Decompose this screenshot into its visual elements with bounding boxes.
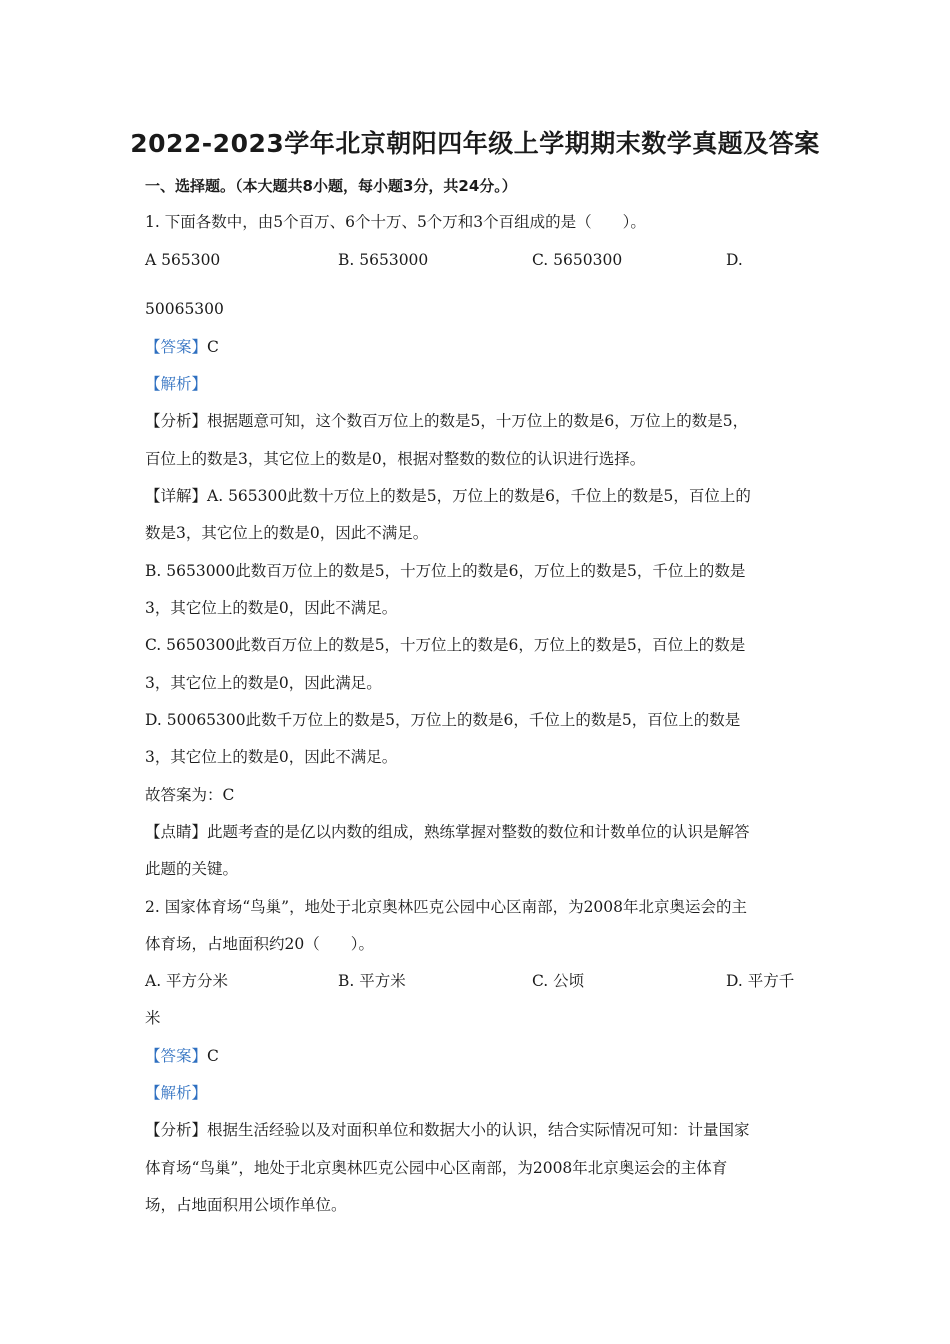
q1-dianjing-line: 此题的关键。 (145, 860, 239, 878)
answer-tag: 【答案】 (145, 1047, 208, 1065)
q2-option-d-cont: 米 (145, 1009, 161, 1027)
q1-detail-line: D. 50065300此数千万位上的数是5，万位上的数是6，千位上的数是5，百位上的数是 (145, 711, 741, 729)
q1-option-d: D. (726, 251, 743, 269)
q1-option-a: A 565300 (145, 251, 221, 269)
section-heading: 一、选择题。（本大题共8小题，每小题3分，共24分。） (145, 177, 517, 195)
q1-analysis-tag: 【解析】 (145, 375, 208, 393)
q2-analysis-tag: 【解析】 (145, 1084, 208, 1102)
q1-option-d-value: 50065300 (145, 300, 224, 318)
q1-detail-line: 3，其它位上的数是0，因此不满足。 (145, 599, 398, 617)
q1-conclusion: 故答案为：C (145, 786, 235, 804)
q2-option-d: D. 平方千 (726, 972, 795, 990)
q1-analysis-line: 百位上的数是3，其它位上的数是0，根据对整数的数位的认识进行选择。 (145, 450, 646, 468)
q1-option-b: B. 5653000 (338, 251, 429, 269)
question-1-stem: 1. 下面各数中，由5个百万、6个十万、5个万和3个百组成的是（ ）。 (145, 213, 646, 231)
question-2-stem: 2. 国家体育场“鸟巢”，地处于北京奥林匹克公园中心区南部，为2008年北京奥运会的主 (145, 898, 748, 916)
dianjing-tag: 【点睛】 (145, 823, 208, 841)
question-2-stem: 体育场，占地面积约20（ ）。 (145, 935, 374, 953)
answer-value: C (207, 338, 219, 356)
answer-tag: 【答案】 (145, 338, 208, 356)
q1-detail-line: B. 5653000此数百万位上的数是5，十万位上的数是6，万位上的数是5，千位上的数是 (145, 562, 746, 580)
q1-detail-line: 3，其它位上的数是0，因此满足。 (145, 674, 382, 692)
q1-dianjing-line: 【点睛】此题考查的是亿以内数的组成，熟练掌握对整数的数位和计数单位的认识是解答 (145, 823, 750, 841)
page-title: 2022-2023学年北京朝阳四年级上学期期末数学真题及答案 (130, 129, 820, 158)
answer-value: C (207, 1047, 219, 1065)
q1-answer (145, 337, 815, 357)
xiangjie-tag: 【详解】 (145, 487, 208, 505)
q2-fenxi-line: 场，占地面积用公顷作单位。 (145, 1196, 347, 1214)
q1-option-c: C. 5650300 (532, 251, 623, 269)
q2-fenxi-line: 【分析】根据生活经验以及对面积单位和数据大小的认识，结合实际情况可知：计量国家 (145, 1121, 750, 1139)
q2-fenxi-line: 体育场“鸟巢”，地处于北京奥林匹克公园中心区南部，为2008年北京奥运会的主体育 (145, 1159, 728, 1177)
q1-analysis-line: 【分析】根据题意可知，这个数百万位上的数是5，十万位上的数是6，万位上的数是5， (145, 412, 749, 430)
q1-detail-line: C. 5650300此数百万位上的数是5，十万位上的数是6，万位上的数是5，百位上的数是 (145, 636, 746, 654)
q1-detail-line: 【详解】A. 565300此数十万位上的数是5，万位上的数是6，千位上的数是5，百位上的 (145, 487, 751, 505)
fenxi-tag: 【分析】 (145, 1121, 208, 1139)
q1-detail-line: 3，其它位上的数是0，因此不满足。 (145, 748, 398, 766)
q1-detail-line: 数是3，其它位上的数是0，因此不满足。 (145, 524, 429, 542)
q2-option-b: B. 平方米 (338, 972, 406, 990)
fenxi-tag: 【分析】 (145, 412, 208, 430)
q2-option-a: A. 平方分米 (145, 972, 229, 990)
q2-option-c: C. 公顷 (532, 972, 585, 990)
q2-answer (145, 1046, 815, 1066)
